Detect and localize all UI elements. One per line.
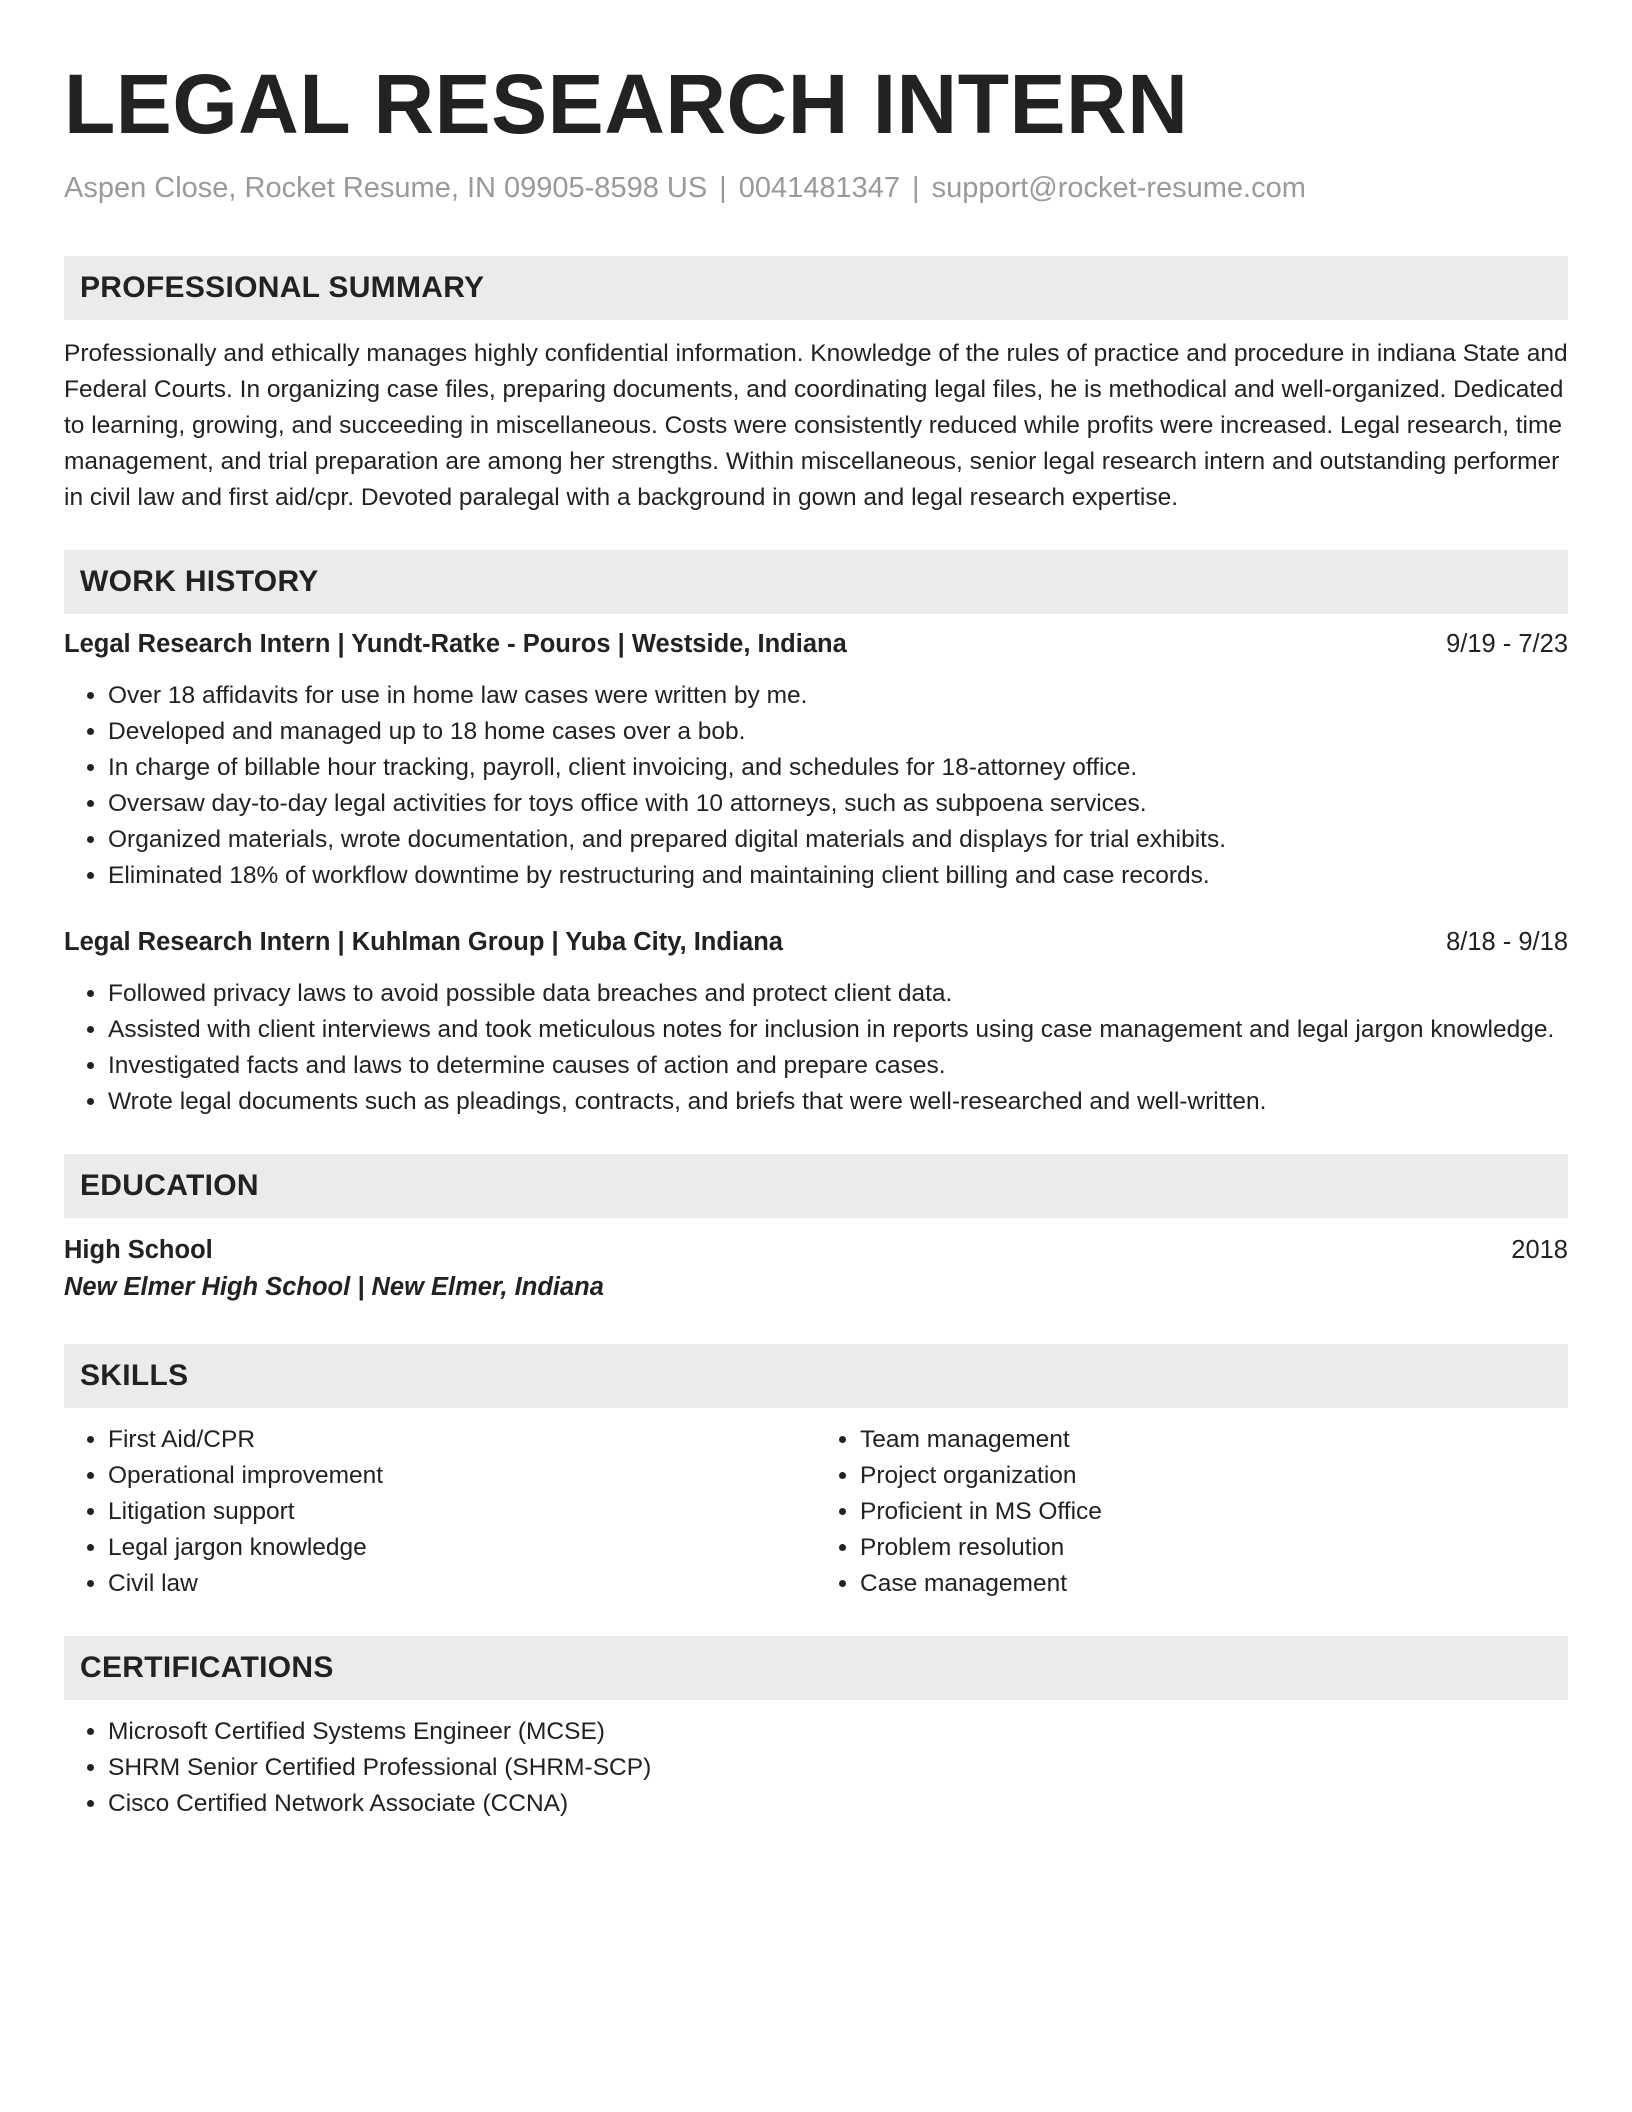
job-entry — [64, 626, 1568, 894]
certifications-list — [64, 1714, 1568, 1822]
skill-item: • Case management — [860, 1566, 1568, 1602]
job-bullet: • Followed privacy laws to avoid possible data breaches and protect client data. — [108, 976, 1568, 1012]
job-title: Legal Research Intern | Yundt-Ratke - Pouros | Westside, Indiana — [64, 630, 847, 658]
job-bullet: • Wrote legal documents such as pleadings, contracts, and briefs that were well-researched and well-written. — [108, 1084, 1568, 1120]
job-bullet: • Developed and managed up to 18 home cases over a bob. — [108, 714, 1568, 750]
skill-item: • First Aid/CPR — [108, 1422, 816, 1458]
certification-item: • SHRM Senior Certified Professional (SHRM-SCP) — [108, 1750, 1568, 1786]
certification-item: • Cisco Certified Network Associate (CCNA) — [108, 1786, 1568, 1822]
skills-heading: SKILLS — [64, 1344, 1568, 1408]
education-entry — [64, 1232, 1568, 1306]
skill-item: • Project organization — [860, 1458, 1568, 1494]
certifications-heading: CERTIFICATIONS — [64, 1636, 1568, 1700]
certification-item: • Microsoft Certified Systems Engineer (MCSE) — [108, 1714, 1568, 1750]
skills-column-left — [64, 1422, 816, 1602]
skill-item: • Proficient in MS Office — [860, 1494, 1568, 1530]
education-school: New Elmer High School | New Elmer, Indiana — [64, 1273, 604, 1301]
contact-separator: | — [719, 172, 727, 204]
job-header — [64, 626, 1568, 662]
skill-item: • Litigation support — [108, 1494, 816, 1530]
contact-separator: | — [912, 172, 920, 204]
contact-email[interactable]: support@rocket-resume.com — [931, 172, 1306, 204]
job-dates: 9/19 - 7/23 — [1446, 630, 1568, 658]
job-bullet: • Organized materials, wrote documentation, and prepared digital materials and displays for trial exhibits. — [108, 822, 1568, 858]
education-degree: High School — [64, 1236, 213, 1264]
education-header — [64, 1232, 1568, 1268]
skill-item: • Team management — [860, 1422, 1568, 1458]
skill-item: • Civil law — [108, 1566, 816, 1602]
job-dates: 8/18 - 9/18 — [1446, 928, 1568, 956]
skill-item: • Problem resolution — [860, 1530, 1568, 1566]
job-bullet: • Assisted with client interviews and took meticulous notes for inclusion in reports using case management and legal jargon knowledge. — [108, 1012, 1568, 1048]
job-bullets — [64, 678, 1568, 894]
job-entry — [64, 924, 1568, 1120]
work-history-heading: WORK HISTORY — [64, 550, 1568, 614]
job-bullet: • In charge of billable hour tracking, payroll, client invoicing, and schedules for 18-attorney office. — [108, 750, 1568, 786]
education-heading: EDUCATION — [64, 1154, 1568, 1218]
skills-column-right — [816, 1422, 1568, 1602]
contact-phone: 0041481347 — [738, 172, 901, 204]
job-bullet: • Investigated facts and laws to determine causes of action and prepare cases. — [108, 1048, 1568, 1084]
candidate-name: LEGAL RESEARCH INTERN — [64, 57, 1189, 151]
contact-address: Aspen Close, Rocket Resume, IN 09905-8598 US — [64, 172, 708, 204]
job-bullet: • Over 18 affidavits for use in home law cases were written by me. — [108, 678, 1568, 714]
summary-heading: PROFESSIONAL SUMMARY — [64, 256, 1568, 320]
job-header — [64, 924, 1568, 960]
job-bullet: • Eliminated 18% of workflow downtime by restructuring and maintaining client billing and case records. — [108, 858, 1568, 894]
education-year: 2018 — [1511, 1236, 1568, 1264]
skills-list — [64, 1422, 1568, 1602]
job-bullet: • Oversaw day-to-day legal activities for toys office with 10 attorneys, such as subpoena services. — [108, 786, 1568, 822]
skill-item: • Operational improvement — [108, 1458, 816, 1494]
job-title: Legal Research Intern | Kuhlman Group | Yuba City, Indiana — [64, 928, 783, 956]
contact-line — [64, 170, 1568, 206]
summary-text: Professionally and ethically manages highly confidential information. Knowledge of the rules of practice and procedure in indiana State and Federal Courts. In organizing case files, preparing documents, and coordinating legal files, he is methodical and well-organized. Dedicated to learning, growing, and succeeding in miscellaneous. Costs were consistently reduced while profits were increased. Legal research, time management, and trial preparation are among her strengths. Within miscellaneous, senior legal research intern and outstanding performer in civil law and first aid/cpr. Devoted paralegal with a background in gown and legal research expertise. — [64, 340, 1568, 511]
resume-page — [64, 56, 1568, 1822]
skill-item: • Legal jargon knowledge — [108, 1530, 816, 1566]
job-bullets — [64, 976, 1568, 1120]
